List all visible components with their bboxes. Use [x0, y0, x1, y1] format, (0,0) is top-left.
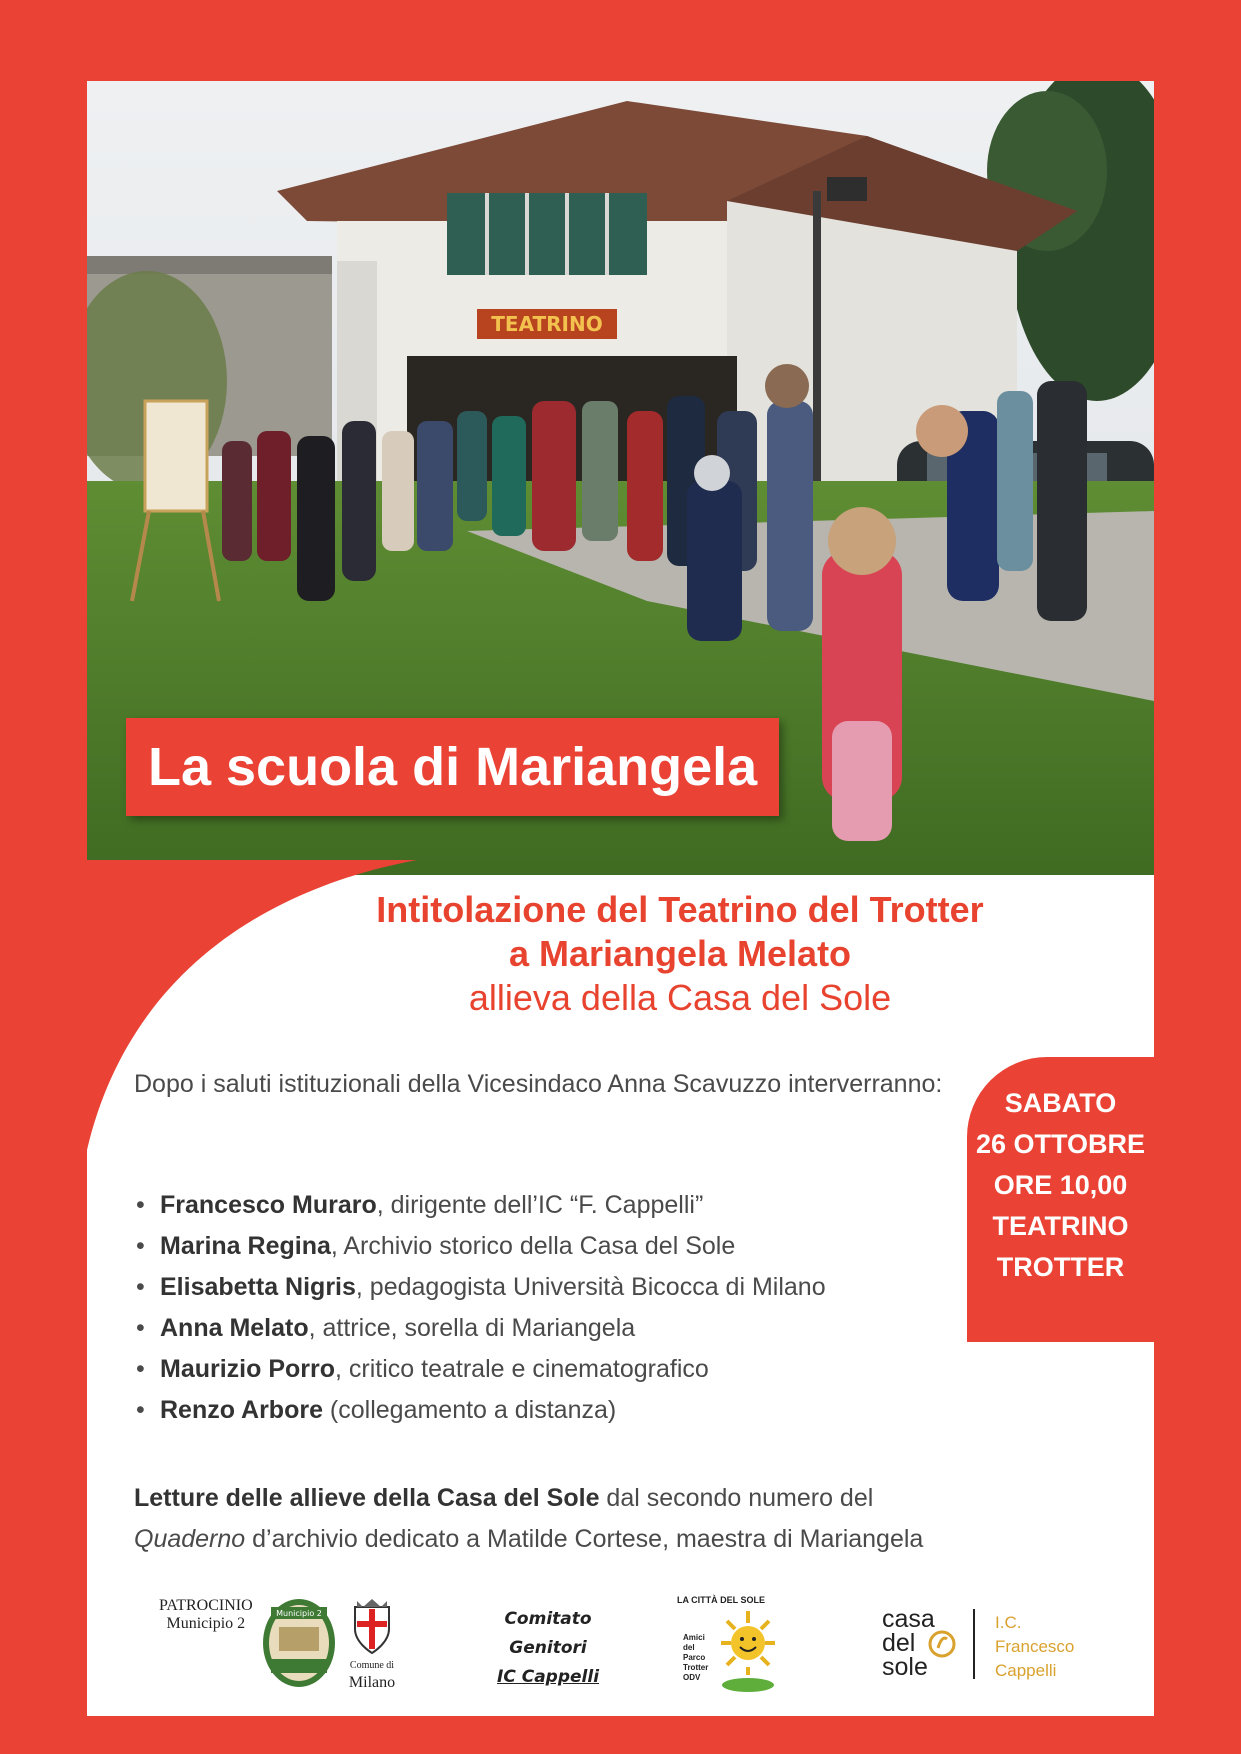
logo-divider	[973, 1609, 975, 1679]
patrocinio-line-2: Municipio 2	[166, 1615, 246, 1632]
speaker-role: (collegamento a distanza)	[322, 1396, 617, 1424]
readings-text	[134, 1478, 1094, 1560]
ic-cappelli-logo	[995, 1611, 1074, 1683]
ic-line-1: I.C.	[995, 1613, 1022, 1632]
speaker-name: Renzo Arbore	[160, 1396, 323, 1424]
casa-sun-icon	[927, 1629, 957, 1659]
list-item	[134, 1267, 974, 1308]
citta-subtitle	[683, 1633, 708, 1683]
citta-title: LA CITTÀ DEL SOLE	[677, 1595, 766, 1605]
speaker-role: , attrice, sorella di Mariangela	[308, 1314, 636, 1342]
teatrino-sign: TEATRINO	[491, 312, 603, 336]
sponsor-logos	[87, 1585, 1154, 1715]
readings-bold: Letture delle allieve della Casa del Sole	[134, 1484, 600, 1512]
speaker-name: Marina Regina	[160, 1232, 331, 1260]
speaker-name: Anna Melato	[160, 1314, 309, 1342]
event-heading	[260, 888, 1100, 1020]
date-place-1: TEATRINO	[992, 1211, 1129, 1241]
list-item	[134, 1185, 974, 1226]
readings-italic: Quaderno	[134, 1525, 246, 1553]
heading-line-2: a Mariangela Melato	[508, 933, 852, 974]
speaker-role: , dirigente dell’IC “F. Cappelli”	[376, 1191, 704, 1219]
readings-text-1: dal secondo numero del	[599, 1484, 874, 1512]
sun-icon	[717, 1609, 779, 1693]
comitato-line-2: Genitori	[509, 1638, 587, 1658]
ic-line-3: Cappelli	[995, 1661, 1057, 1680]
patrocinio-line-1: PATROCINIO	[159, 1597, 253, 1614]
speaker-role: , critico teatrale e cinematografico	[335, 1355, 709, 1383]
comune-line-2: Milano	[348, 1674, 396, 1691]
citta-line-3: Parco	[683, 1653, 706, 1662]
comitato-line-3: IC Cappelli	[497, 1667, 600, 1687]
date-date: 26 OTTOBRE	[975, 1129, 1146, 1159]
date-time: ORE 10,00	[993, 1170, 1128, 1200]
comitato-line-1: Comitato	[504, 1609, 592, 1629]
poster-title: La scuola di Mariangela	[126, 718, 779, 816]
casa-line-1: casa	[882, 1605, 935, 1633]
speaker-name: Elisabetta Nigris	[160, 1273, 356, 1301]
list-item	[134, 1390, 974, 1431]
speaker-list	[134, 1185, 974, 1431]
citta-del-sole-logo	[677, 1595, 766, 1682]
heading-line-1: Intitolazione del Teatrino del Trotter	[376, 889, 984, 930]
citta-line-1: Amici	[683, 1633, 705, 1642]
heading-line-3: allieva della Casa del Sole	[468, 977, 892, 1018]
date-box	[967, 1057, 1154, 1342]
comitato-genitori-logo	[497, 1605, 599, 1692]
municipio-2-logo	[261, 1597, 337, 1689]
intro-text: Dopo i saluti istituzionali della Vicesindaco Anna Scavuzzo interverranno:	[134, 1070, 943, 1098]
comune-milano-crest	[349, 1599, 395, 1655]
municipio-badge-text: Municipio 2	[276, 1609, 322, 1618]
speaker-name: Maurizio Porro	[160, 1355, 336, 1383]
list-item	[134, 1226, 974, 1267]
casa-line-3: sole	[882, 1653, 928, 1681]
casa-line-2: del	[882, 1629, 916, 1657]
speaker-name: Francesco Muraro	[160, 1191, 377, 1219]
citta-line-4: Trotter	[683, 1663, 709, 1672]
list-item	[134, 1308, 974, 1349]
list-item	[134, 1349, 974, 1390]
comune-milano-label	[337, 1657, 407, 1691]
comune-line-1: Comune di	[349, 1660, 395, 1671]
date-day: SABATO	[1004, 1088, 1117, 1118]
readings-text-2: d’archivio dedicato a Matilde Cortese, maestra di Mariangela	[245, 1525, 924, 1553]
ic-line-2: Francesco	[995, 1637, 1075, 1656]
speaker-role: , pedagogista Università Bicocca di Milano	[355, 1273, 826, 1301]
speaker-role: , Archivio storico della Casa del Sole	[330, 1232, 736, 1260]
patrocinio-label	[159, 1597, 253, 1633]
citta-line-2: del	[683, 1643, 695, 1652]
citta-line-5: ODV	[683, 1673, 701, 1682]
date-place-2: TROTTER	[996, 1252, 1125, 1282]
